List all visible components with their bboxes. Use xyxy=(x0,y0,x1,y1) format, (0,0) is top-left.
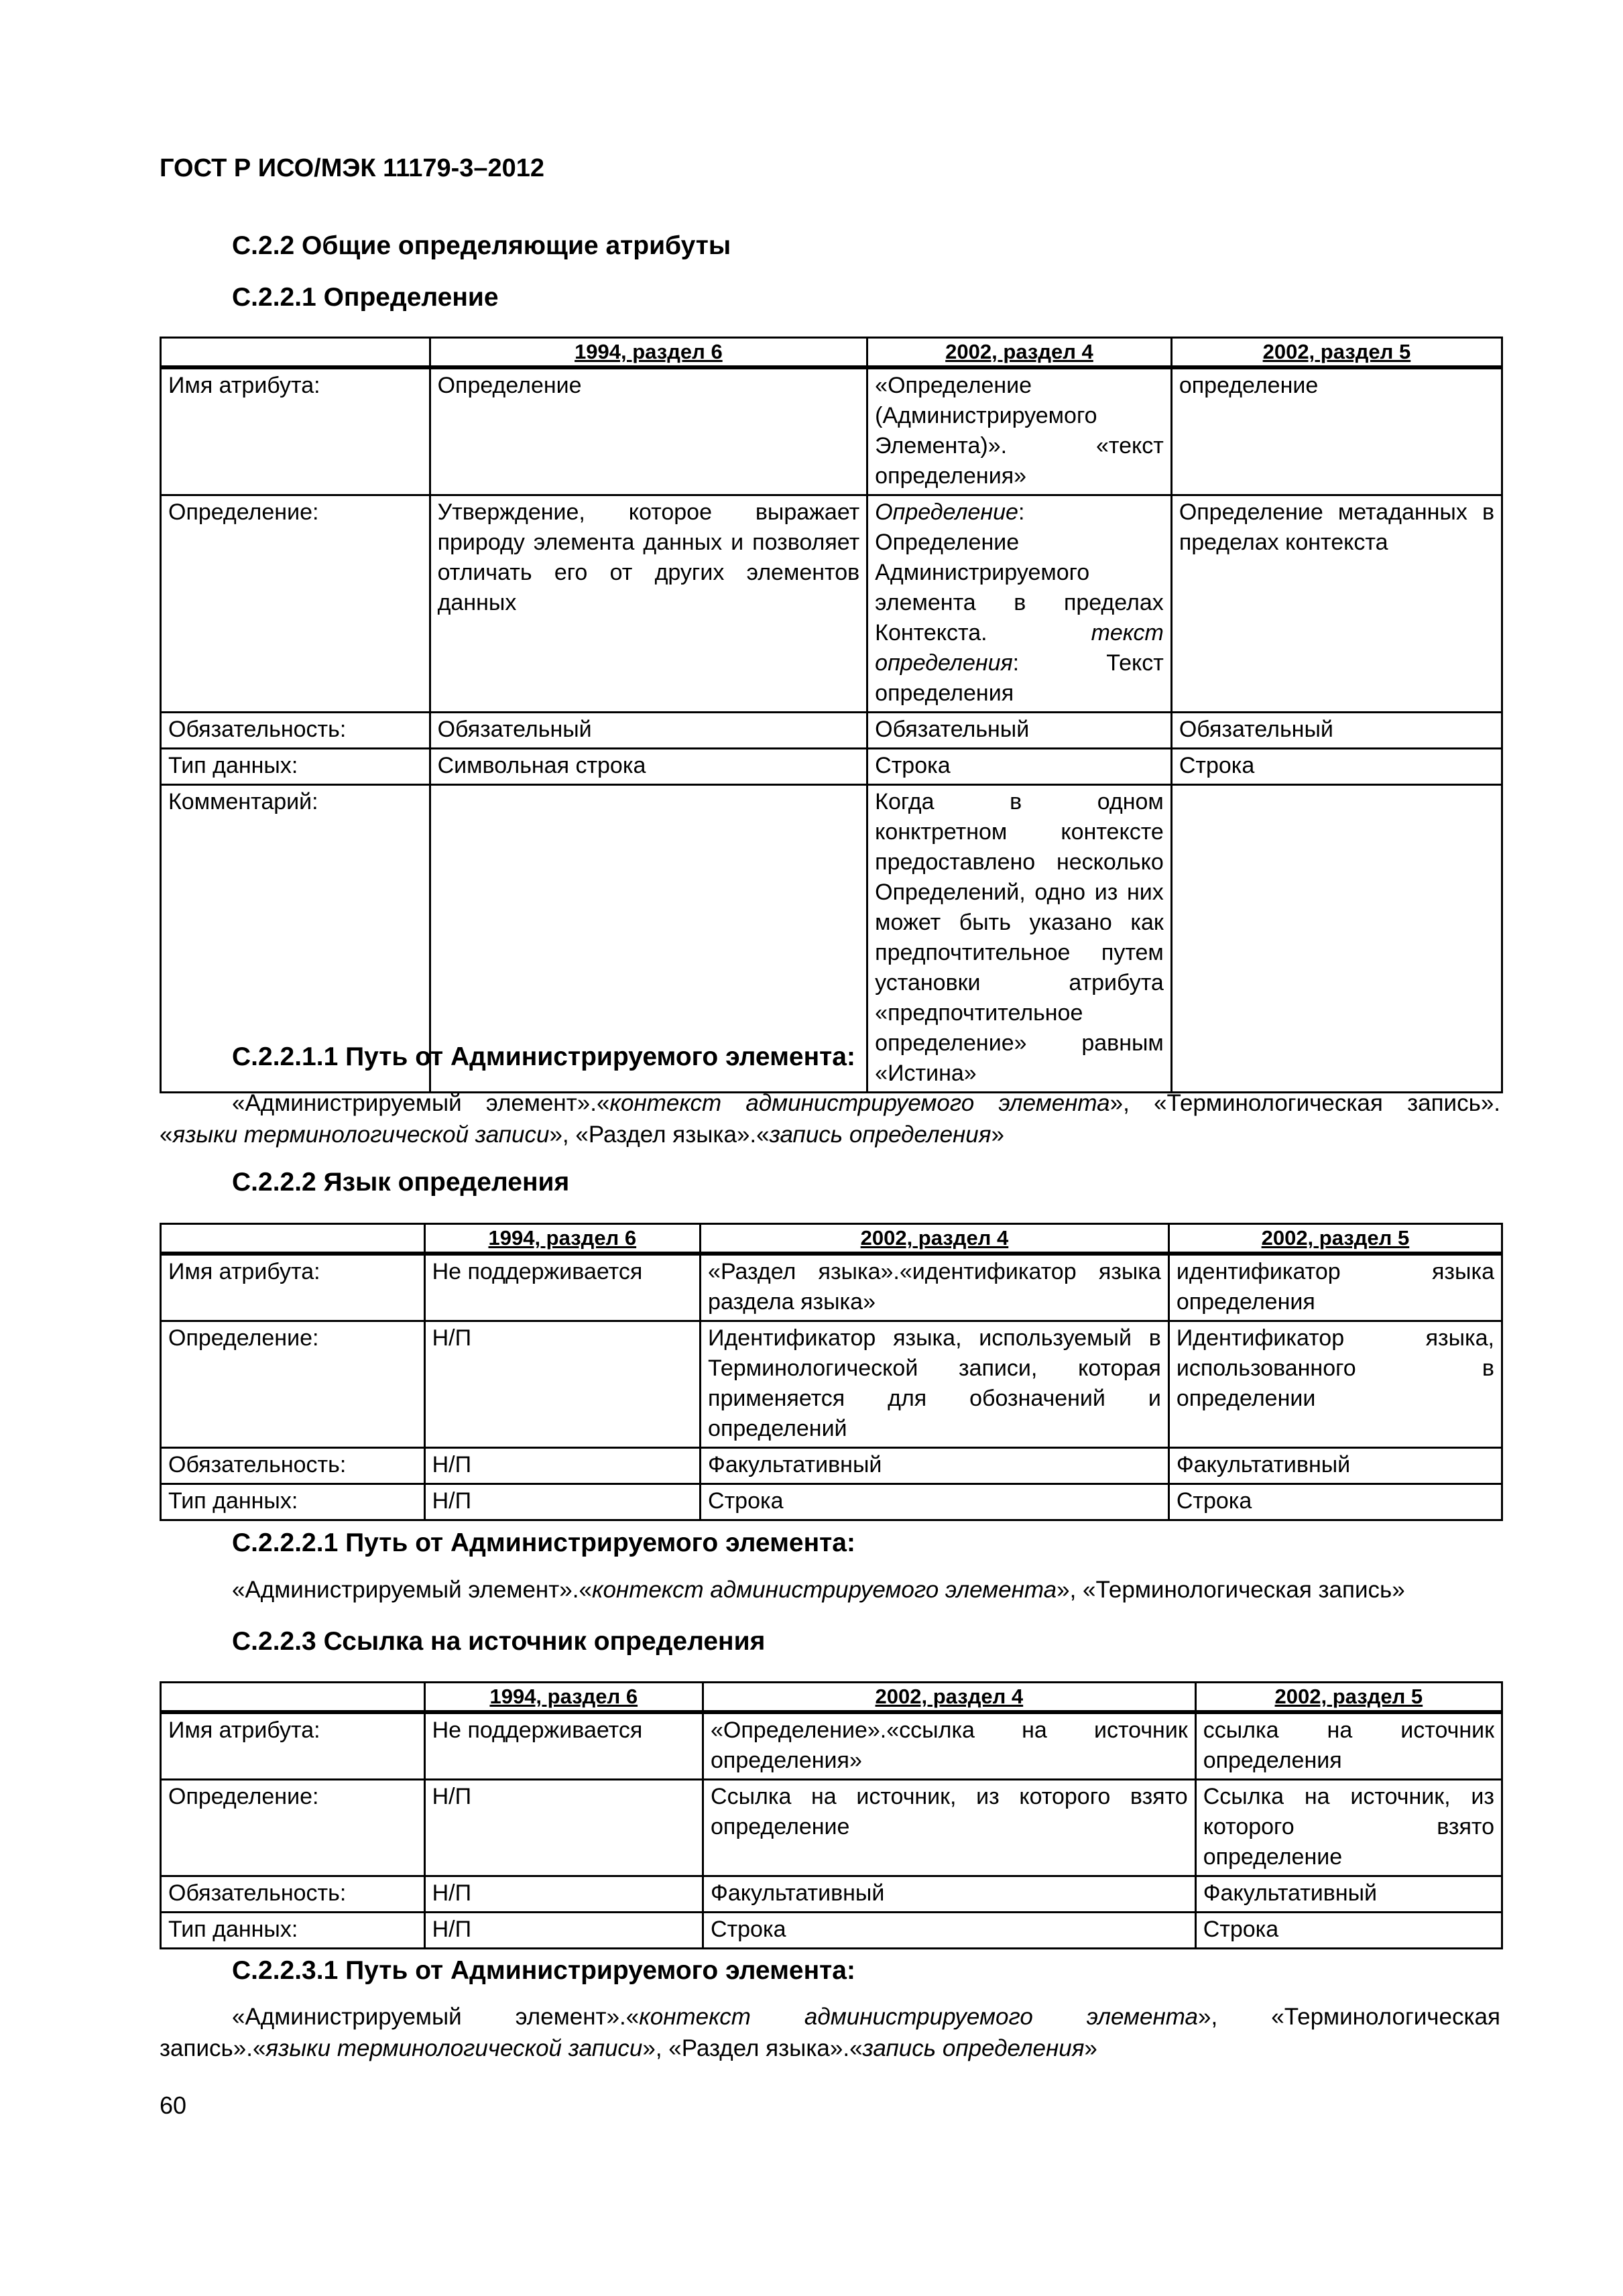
cell-2002-5: Факультативный xyxy=(1195,1876,1502,1913)
cell-2002-4: Когда в одном конктретном контексте предоставлено несколько Определений, одно из них может быть указано как предпочтительное путем установки атрибута «предпочтительное определение» равным «Истина» xyxy=(867,785,1172,1093)
cell-2002-5: Строка xyxy=(1195,1913,1502,1949)
table-row xyxy=(161,1913,1502,1949)
cell-2002-5: идентификатор языка определения xyxy=(1168,1254,1502,1321)
table-row xyxy=(161,495,1502,713)
term-italic: Определение xyxy=(875,499,1018,525)
section-heading: C.2.2 Общие определяющие атрибуты xyxy=(232,231,731,260)
cell-2002-4: «Раздел языка».«идентификатор языка раздела языка» xyxy=(701,1254,1169,1321)
table-row xyxy=(161,713,1502,749)
path-paragraph: «Администрируемый элемент».«контекст администрируемого элемента», «Терминологическая запись» xyxy=(232,1577,1405,1603)
italic-term: контекст администрируемого элемента xyxy=(639,2004,1199,2030)
definition-text: Текст определения xyxy=(875,650,1164,706)
cell-1994: Н/П xyxy=(424,1780,703,1876)
definition-text: Определение Администрируемого элемента в пределах Контекста. xyxy=(875,530,1164,646)
page-number: 60 xyxy=(160,2092,187,2119)
section-heading: C.2.2.3 Ссылка на источник определения xyxy=(232,1627,766,1656)
italic-term: языки терминологической записи xyxy=(172,1122,550,1148)
cell-1994: Символьная строка xyxy=(430,749,867,785)
table-row xyxy=(161,1448,1502,1484)
term-italic: текст определения xyxy=(875,620,1164,676)
row-label: Обязательность: xyxy=(161,1876,425,1913)
header-cell-2002-4: 2002, раздел 4 xyxy=(701,1224,1169,1254)
table-row xyxy=(161,1484,1502,1520)
header-cell-2002-4: 2002, раздел 4 xyxy=(703,1683,1196,1713)
cell-2002-5: Строка xyxy=(1171,749,1502,785)
cell-2002-5: Строка xyxy=(1168,1484,1502,1520)
cell-2002-4: Обязательный xyxy=(867,713,1172,749)
italic-term: запись определения xyxy=(769,1122,991,1148)
row-label: Определение: xyxy=(161,1780,425,1876)
cell-2002-5: Ссылка на источник, из которого взято определение xyxy=(1195,1780,1502,1876)
cell-1994: Утверждение, которое выражает природу элемента данных и позволяет отличать его от других элементов данных xyxy=(430,495,867,713)
cell-2002-4: «Определение (Администрируемого Элемента)». «текст определения» xyxy=(867,367,1172,495)
cell-2002-4: Строка xyxy=(703,1913,1196,1949)
row-label: Тип данных: xyxy=(161,749,430,785)
header-cell-1994: 1994, раздел 6 xyxy=(430,338,867,368)
colon: : xyxy=(1018,499,1025,525)
cell-2002-5: Обязательный xyxy=(1171,713,1502,749)
cell-2002-5: Идентификатор языка, использованного в определении xyxy=(1168,1321,1502,1448)
cell-2002-5: Факультативный xyxy=(1168,1448,1502,1484)
cell-2002-5: Определение метаданных в пределах контекста xyxy=(1171,495,1502,713)
header-cell-1994: 1994, раздел 6 xyxy=(424,1224,700,1254)
table-row xyxy=(161,367,1502,495)
cell-2002-4: Факультативный xyxy=(703,1876,1196,1913)
table-row xyxy=(161,1780,1502,1876)
header-cell-1994: 1994, раздел 6 xyxy=(424,1683,703,1713)
table-header-row xyxy=(161,338,1502,368)
cell-1994: Н/П xyxy=(424,1484,700,1520)
cell-2002-4: Строка xyxy=(867,749,1172,785)
cell-1994: Не поддерживается xyxy=(424,1254,700,1321)
italic-term: запись определения xyxy=(862,2035,1085,2061)
italic-term: контекст администрируемого элемента xyxy=(591,1577,1057,1603)
definition-source-table xyxy=(160,1681,1503,1949)
header-cell-2002-5: 2002, раздел 5 xyxy=(1195,1683,1502,1713)
cell-2002-4: Строка xyxy=(701,1484,1169,1520)
document-header: ГОСТ Р ИСО/МЭК 11179-3–2012 xyxy=(160,154,545,182)
row-label: Обязательность: xyxy=(161,713,430,749)
header-cell-2002-4: 2002, раздел 4 xyxy=(867,338,1172,368)
definition-table xyxy=(160,337,1503,1093)
header-cell-empty xyxy=(161,1683,425,1713)
row-label: Тип данных: xyxy=(161,1913,425,1949)
path-paragraph: «Администрируемый элемент».«контекст администрируемого элемента», «Терминологическая запись».«языки терминологической записи», «Раздел языка».«запись определения» xyxy=(160,2004,1500,2061)
cell-1994: Не поддерживается xyxy=(424,1712,703,1780)
cell-2002-4: Факультативный xyxy=(701,1448,1169,1484)
header-cell-2002-5: 2002, раздел 5 xyxy=(1171,338,1502,368)
section-heading: C.2.2.1.1 Путь от Администрируемого элемента: xyxy=(232,1042,855,1071)
section-heading: C.2.2.1 Определение xyxy=(232,283,499,312)
row-label: Определение: xyxy=(161,495,430,713)
path-paragraph: «Администрируемый элемент».«контекст администрируемого элемента», «Терминологическая запись». «языки терминологической записи», «Раздел языка».«запись определения» xyxy=(160,1090,1501,1148)
cell-1994: Определение xyxy=(430,367,867,495)
row-label: Определение: xyxy=(161,1321,425,1448)
cell-2002-4 xyxy=(867,495,1172,713)
row-label: Комментарий: xyxy=(161,785,430,1093)
definition-language-table xyxy=(160,1223,1503,1521)
section-heading: C.2.2.3.1 Путь от Администрируемого элемента: xyxy=(232,1956,855,1985)
header-cell-empty xyxy=(161,338,430,368)
cell-2002-5 xyxy=(1171,785,1502,1093)
table-row xyxy=(161,1876,1502,1913)
table-row xyxy=(161,749,1502,785)
header-cell-2002-5: 2002, раздел 5 xyxy=(1168,1224,1502,1254)
cell-2002-4: Идентификатор языка, используемый в Терминологической записи, которая применяется для обозначений и определений xyxy=(701,1321,1169,1448)
cell-1994: Н/П xyxy=(424,1876,703,1913)
table-row xyxy=(161,1712,1502,1780)
cell-1994: Н/П xyxy=(424,1321,700,1448)
table-row xyxy=(161,1321,1502,1448)
table-row xyxy=(161,1254,1502,1321)
table-header-row xyxy=(161,1224,1502,1254)
italic-term: контекст администрируемого элемента xyxy=(609,1090,1110,1116)
row-label: Обязательность: xyxy=(161,1448,425,1484)
row-label: Имя атрибута: xyxy=(161,1254,425,1321)
cell-2002-5: определение xyxy=(1171,367,1502,495)
cell-1994: Н/П xyxy=(424,1913,703,1949)
row-label: Тип данных: xyxy=(161,1484,425,1520)
italic-term: языки терминологической записи xyxy=(265,2035,643,2061)
colon: : xyxy=(1012,650,1020,676)
section-heading: C.2.2.2 Язык определения xyxy=(232,1168,570,1197)
row-label: Имя атрибута: xyxy=(161,1712,425,1780)
header-cell-empty xyxy=(161,1224,425,1254)
cell-2002-4: Ссылка на источник, из которого взято определение xyxy=(703,1780,1196,1876)
cell-1994: Н/П xyxy=(424,1448,700,1484)
cell-2002-5: ссылка на источник определения xyxy=(1195,1712,1502,1780)
section-heading: C.2.2.2.1 Путь от Администрируемого элемента: xyxy=(232,1528,855,1557)
row-label: Имя атрибута: xyxy=(161,367,430,495)
table-header-row xyxy=(161,1683,1502,1713)
cell-1994: Обязательный xyxy=(430,713,867,749)
cell-2002-4: «Определение».«ссылка на источник определения» xyxy=(703,1712,1196,1780)
